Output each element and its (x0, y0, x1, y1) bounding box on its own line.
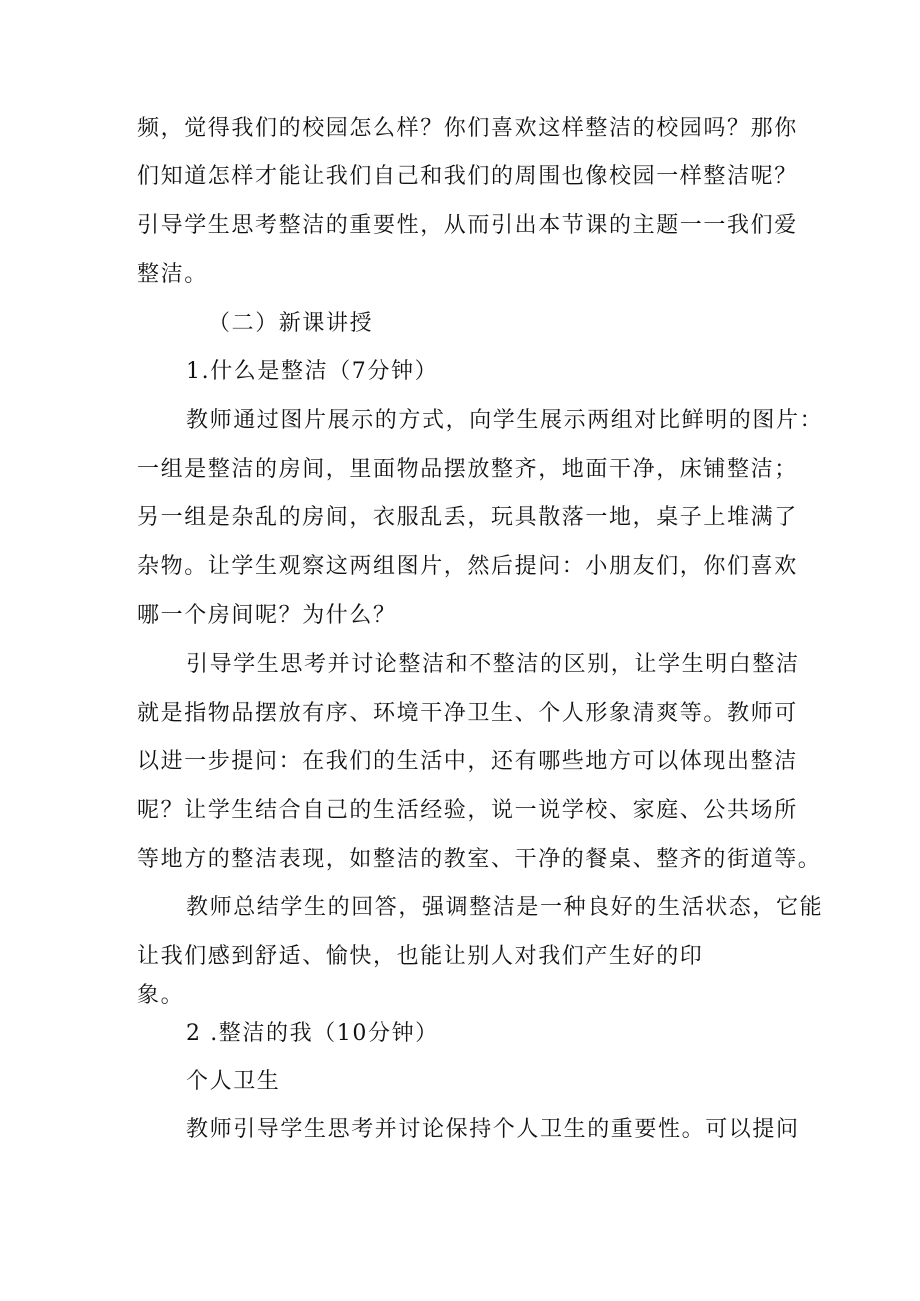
paragraph-line: 另一组是杂乱的房间，衣服乱丢，玩具散落一地，桌子上堆满了 (137, 505, 798, 530)
subsection-heading: 2 .整洁的我（10分钟） (186, 1021, 439, 1046)
paragraph-line: 一组是整洁的房间，里面物品摆放整齐，地面干净，床铺整洁； (137, 457, 798, 482)
paragraph-line: 引导学生思考并讨论整洁和不整洁的区别，让学生明白整洁 (186, 652, 800, 677)
paragraph-line: 杂物。让学生观察这两组图片，然后提问：小朋友们，你们喜欢 (137, 554, 798, 579)
topic-heading: 个人卫生 (186, 1069, 281, 1094)
paragraph-line: 教师总结学生的回答，强调整洁是一种良好的生活状态，它能 (186, 895, 824, 920)
text-line: 们知道怎样才能让我们自己和我们的周围也像校园一样整洁呢？ (137, 164, 798, 189)
paragraph-line: 教师通过图片展示的方式，向学生展示两组对比鲜明的图片： (186, 408, 824, 433)
paragraph-line: 就是指物品摆放有序、环境干净卫生、个人形象清爽等。教师可 (137, 701, 798, 726)
section-heading: （二）新课讲授 (208, 311, 374, 336)
paragraph-line: 象。 (137, 983, 185, 1008)
paragraph-line: 让我们感到舒适、愉快，也能让别人对我们产生好的印 (137, 944, 704, 969)
text-line: 整洁。 (137, 262, 208, 287)
text-line: 频，觉得我们的校园怎么样？你们喜欢这样整洁的校园吗？那你 (137, 116, 798, 141)
paragraph-line: 教师引导学生思考并讨论保持个人卫生的重要性。可以提问 (186, 1117, 800, 1142)
paragraph-line: 等地方的整洁表现，如整洁的教室、干净的餐桌、整齐的街道等。 (137, 847, 822, 872)
subsection-heading: 1.什么是整洁（7分钟） (186, 359, 439, 384)
paragraph-line: 以进一步提问：在我们的生活中，还有哪些地方可以体现出整洁 (137, 749, 798, 774)
paragraph-line: 呢？让学生结合自己的生活经验，说一说学校、家庭、公共场所 (137, 798, 798, 823)
paragraph-line: 哪一个房间呢？为什么？ (137, 603, 397, 628)
text-line: 引导学生思考整洁的重要性，从而引出本节课的主题一一我们爱 (137, 213, 798, 238)
